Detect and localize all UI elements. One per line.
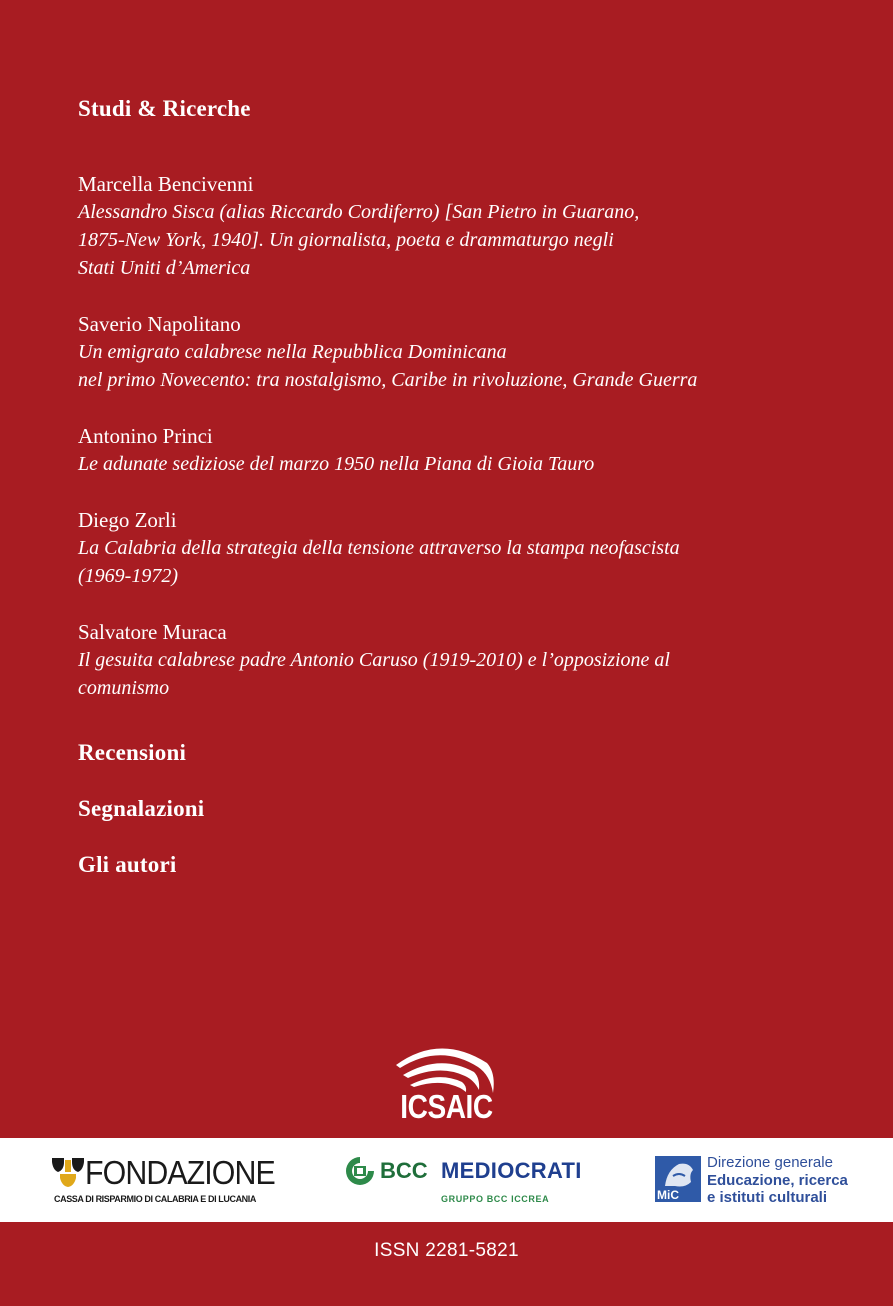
mic-line-3: e istituti culturali	[707, 1189, 828, 1206]
bcc-subtitle: GRUPPO BCC ICCREA	[441, 1194, 550, 1204]
section-gli-autori: Gli autori	[78, 852, 177, 877]
entry-author: Marcella Bencivenni	[78, 172, 254, 196]
entry-bencivenni	[78, 170, 868, 282]
sponsor-band	[0, 1138, 893, 1222]
entry-title-line: Alessandro Sisca (alias Riccardo Cordiferro) [San Pietro in Guarano,	[78, 201, 640, 223]
section-studi-ricerche: Studi & Ricerche	[78, 96, 251, 121]
bcc-name: MEDIOCRATI	[441, 1158, 582, 1183]
bcc-prefix: BCC	[380, 1158, 428, 1183]
entry-muraca	[78, 618, 868, 702]
entry-napolitano	[78, 310, 868, 394]
entry-author: Salvatore Muraca	[78, 620, 227, 644]
mic-emblem-icon	[655, 1156, 701, 1202]
section-recensioni: Recensioni	[78, 740, 187, 765]
entry-title-line: comunismo	[78, 677, 170, 699]
fondazione-name: FONDAZIONE	[85, 1154, 275, 1191]
bcc-logo-icon	[343, 1154, 377, 1188]
entry-zorli	[78, 506, 868, 590]
section-segnalazioni: Segnalazioni	[78, 796, 205, 821]
entry-author: Diego Zorli	[78, 508, 177, 532]
mic-line-2: Educazione, ricerca	[707, 1172, 848, 1189]
entry-title-line: Un emigrato calabrese nella Repubblica Dominicana	[78, 341, 507, 363]
entry-title-line: nel primo Novecento: tra nostalgismo, Caribe in rivoluzione, Grande Guerra	[78, 369, 698, 391]
icsaic-logo	[0, 1035, 893, 1135]
mic-line-1: Direzione generale	[707, 1154, 833, 1171]
entry-princi	[78, 422, 868, 478]
icsaic-wordmark: ICSAIC	[400, 1088, 493, 1125]
entry-title-line: Stati Uniti d’America	[78, 257, 251, 279]
icsaic-wave-icon	[0, 1035, 893, 1095]
entry-title-line: 1875-New York, 1940]. Un giornalista, poeta e drammaturgo negli	[78, 229, 614, 251]
entry-author: Saverio Napolitano	[78, 312, 241, 336]
entry-author: Antonino Princi	[78, 424, 213, 448]
fondazione-emblem-icon	[50, 1156, 86, 1188]
entry-title-line: Il gesuita calabrese padre Antonio Caruso (1919-2010) e l’opposizione al	[78, 649, 670, 671]
entry-title-line: Le adunate sediziose del marzo 1950 nella Piana di Gioia Tauro	[78, 453, 595, 475]
issn-number: ISSN 2281-5821	[374, 1240, 519, 1261]
mic-badge: MiC	[657, 1188, 679, 1202]
fondazione-subtitle: CASSA DI RISPARMIO DI CALABRIA E DI LUCANIA	[54, 1194, 256, 1204]
entry-title-line: (1969-1972)	[78, 565, 178, 587]
entry-title-line: La Calabria della strategia della tensione attraverso la stampa neofascista	[78, 537, 680, 559]
